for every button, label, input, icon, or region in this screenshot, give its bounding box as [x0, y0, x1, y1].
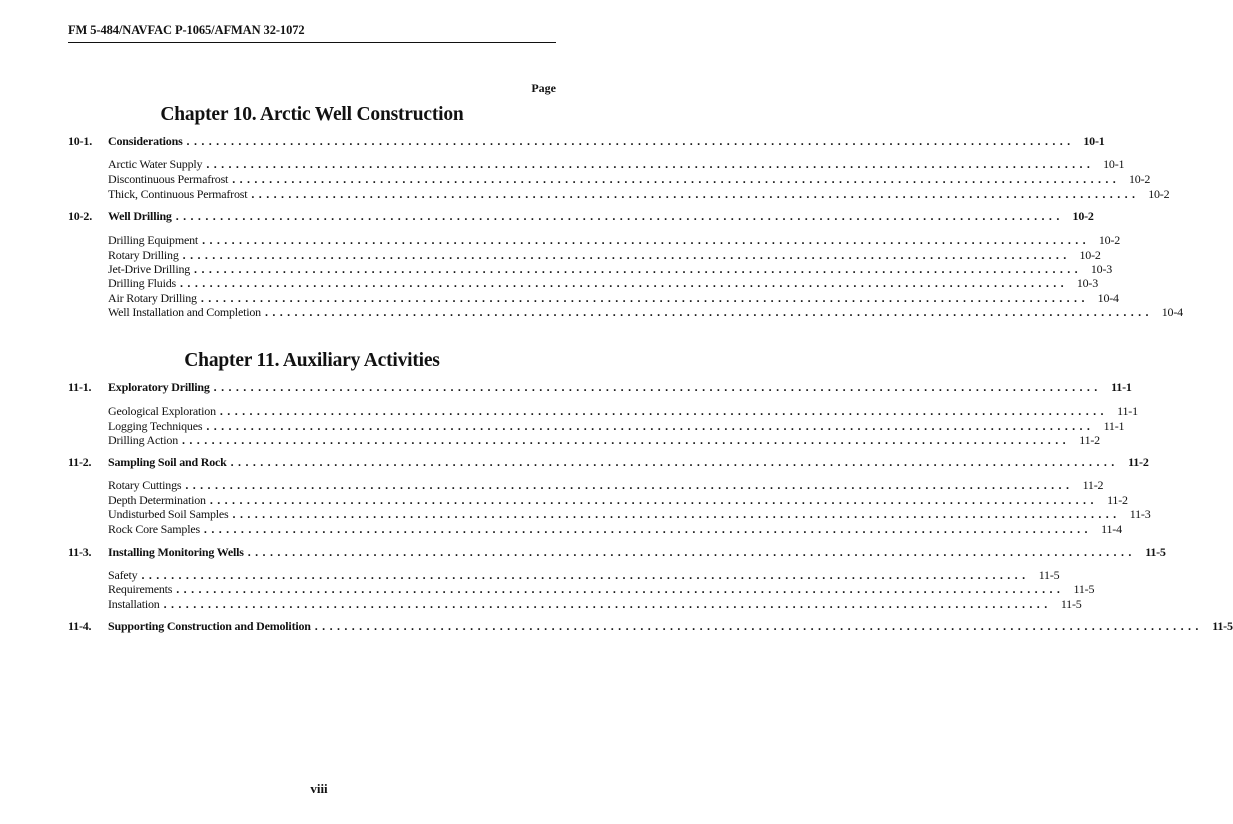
item-title: Rock Core Samples: [108, 522, 200, 536]
item-title: Rotary Cuttings: [108, 478, 182, 492]
item-page: 11-2: [1082, 478, 1104, 492]
dot-leader: ........................................................................................................................: [219, 404, 1108, 418]
page-number: viii: [310, 781, 328, 796]
dot-leader: ........................................................................................................................: [264, 305, 1153, 319]
item-page: 11-5: [1038, 568, 1060, 582]
toc-item[interactable]: [108, 597, 1082, 612]
item-title: Well Installation and Completion: [108, 305, 261, 319]
toc-item[interactable]: [108, 172, 1151, 187]
section-title: Exploratory Drilling: [108, 380, 210, 394]
item-page: 10-2: [1098, 233, 1121, 247]
dot-leader: ........................................................................................................................: [203, 522, 1092, 536]
toc-item[interactable]: [108, 305, 1183, 320]
dot-leader: ........................................................................................................................: [247, 545, 1136, 559]
dot-leader: ........................................................................................................................: [182, 433, 1070, 447]
toc-item[interactable]: [108, 291, 1119, 306]
item-page: 10-2: [1128, 172, 1151, 186]
dot-leader: ........................................................................................................................: [194, 262, 1083, 276]
dot-leader: ........................................................................................................................: [141, 568, 1030, 582]
running-header: FM 5-484/NAVFAC P-1065/AFMAN 32-1072: [68, 23, 556, 43]
section-page: 11-1: [1111, 380, 1132, 394]
dot-leader: ........................................................................................................................: [251, 187, 1140, 201]
item-title: Drilling Action: [108, 433, 178, 447]
toc-item[interactable]: [108, 233, 1121, 248]
dot-leader: ........................................................................................................................: [175, 209, 1064, 223]
toc-section[interactable]: [68, 134, 1105, 149]
section-number: 11-4.: [68, 619, 92, 633]
item-title: Geological Exploration: [108, 404, 216, 418]
dot-leader: ........................................................................................................................: [180, 276, 1069, 290]
toc-item[interactable]: [108, 262, 1113, 277]
item-title: Installation: [108, 597, 160, 611]
item-page: 11-4: [1101, 522, 1122, 536]
dot-leader: ........................................................................................................................: [314, 619, 1203, 633]
toc-item[interactable]: [108, 522, 1122, 537]
toc-section[interactable]: [68, 380, 1132, 395]
toc-item[interactable]: [108, 248, 1101, 263]
toc-section[interactable]: [68, 619, 1233, 634]
section-number: 11-3.: [68, 545, 92, 559]
section-number: 10-2.: [68, 209, 92, 223]
dot-leader: ........................................................................................................................: [185, 478, 1074, 492]
item-page: 10-3: [1090, 262, 1113, 276]
chapter-heading: Chapter 10. Arctic Well Construction: [160, 104, 464, 125]
section-title: Sampling Soil and Rock: [108, 455, 227, 469]
section-page: 10-1: [1083, 134, 1105, 148]
dot-leader: ........................................................................................................................: [200, 291, 1089, 305]
section-page: 11-2: [1128, 455, 1149, 469]
dot-leader: ........................................................................................................................: [230, 455, 1119, 469]
item-page: 11-1: [1117, 404, 1138, 418]
toc-section[interactable]: [68, 455, 1149, 470]
item-page: 11-5: [1073, 582, 1095, 596]
section-number: 11-2.: [68, 455, 92, 469]
item-title: Undisturbed Soil Samples: [108, 507, 229, 521]
section-number: 11-1.: [68, 380, 92, 394]
item-page: 10-2: [1079, 248, 1101, 262]
item-title: Logging Techniques: [108, 419, 203, 433]
item-title: Arctic Water Supply: [108, 157, 203, 171]
dot-leader: ........................................................................................................................: [202, 233, 1091, 247]
section-page: 11-5: [1212, 619, 1233, 633]
item-page: 10-4: [1097, 291, 1119, 305]
dot-leader: ........................................................................................................................: [206, 157, 1095, 171]
page-column-label: Page: [531, 81, 556, 95]
toc-section[interactable]: [68, 209, 1094, 224]
item-title: Depth Determination: [108, 493, 206, 507]
toc-item[interactable]: [108, 507, 1151, 522]
toc-item[interactable]: [108, 493, 1128, 508]
item-title: Rotary Drilling: [108, 248, 179, 262]
toc-item[interactable]: [108, 433, 1100, 448]
item-page: 10-1: [1103, 157, 1125, 171]
item-page: 11-3: [1129, 507, 1151, 521]
toc-item[interactable]: [108, 404, 1138, 419]
toc-section[interactable]: [68, 545, 1166, 560]
section-page: 10-2: [1072, 209, 1094, 223]
item-page: 11-2: [1079, 433, 1100, 447]
dot-leader: ........................................................................................................................: [182, 248, 1071, 262]
item-page: 10-2: [1148, 187, 1170, 201]
section-title: Supporting Construction and Demolition: [108, 619, 311, 633]
toc-item[interactable]: [108, 582, 1095, 597]
toc-item[interactable]: [108, 419, 1125, 434]
dot-leader: ........................................................................................................................: [232, 172, 1121, 186]
item-title: Safety: [108, 568, 138, 582]
dot-leader: ........................................................................................................................: [163, 597, 1052, 611]
toc-item[interactable]: [108, 276, 1099, 291]
dot-leader: ........................................................................................................................: [232, 507, 1121, 521]
toc-item[interactable]: [108, 478, 1104, 493]
section-title: Considerations: [108, 134, 183, 148]
dot-leader: ........................................................................................................................: [186, 134, 1075, 148]
dot-leader: ........................................................................................................................: [206, 419, 1095, 433]
item-page: 11-2: [1107, 493, 1128, 507]
item-title: Thick, Continuous Permafrost: [108, 187, 248, 201]
toc-item[interactable]: [108, 187, 1170, 202]
section-number: 10-1.: [68, 134, 92, 148]
item-title: Requirements: [108, 582, 173, 596]
item-title: Drilling Equipment: [108, 233, 199, 247]
item-page: 10-3: [1076, 276, 1099, 290]
dot-leader: ........................................................................................................................: [213, 380, 1102, 394]
chapter-heading: Chapter 11. Auxiliary Activities: [184, 350, 440, 371]
dot-leader: ........................................................................................................................: [176, 582, 1065, 596]
item-page: 11-5: [1060, 597, 1082, 611]
item-title: Air Rotary Drilling: [108, 291, 197, 305]
section-title: Installing Monitoring Wells: [108, 545, 244, 559]
item-title: Discontinuous Permafrost: [108, 172, 229, 186]
dot-leader: ........................................................................................................................: [209, 493, 1098, 507]
toc-item[interactable]: [108, 568, 1060, 583]
item-page: 10-4: [1161, 305, 1183, 319]
section-page: 11-5: [1145, 545, 1166, 559]
toc-item[interactable]: [108, 157, 1125, 172]
item-page: 11-1: [1103, 419, 1125, 433]
item-title: Jet-Drive Drilling: [108, 262, 191, 276]
item-title: Drilling Fluids: [108, 276, 177, 290]
section-title: Well Drilling: [108, 209, 172, 223]
